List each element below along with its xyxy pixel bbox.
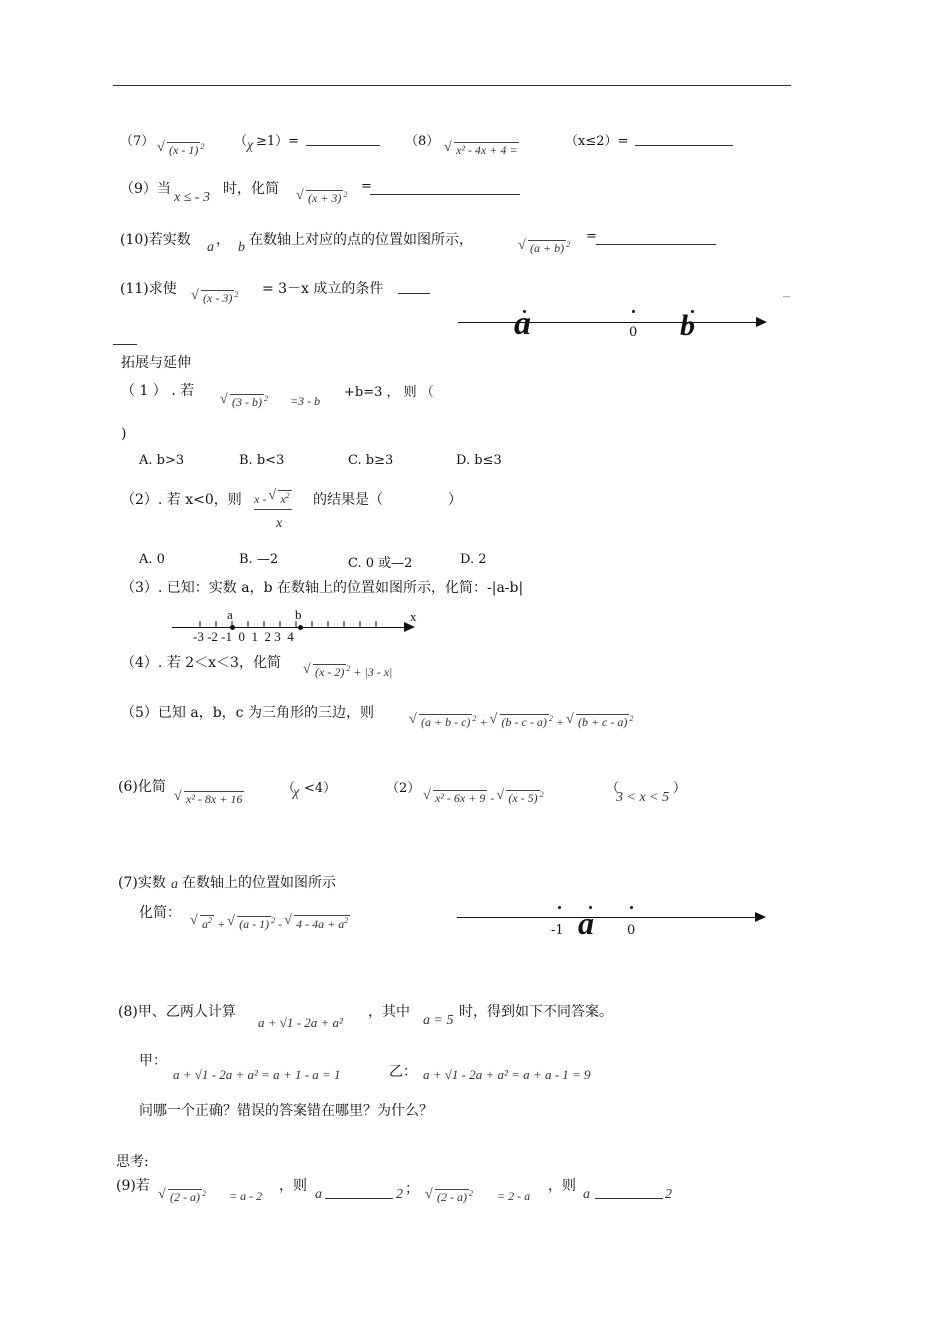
point-zero <box>632 310 635 313</box>
q9-cond: x ≤ - 3 <box>174 190 211 205</box>
e3-text: （3）. 已知：实数 a，b 在数轴上的位置如图所示，化简：-|a-b| <box>121 580 524 596</box>
think-blank-1[interactable] <box>325 1186 393 1199</box>
e8-yi-answer: a + √1 - 2a + a² = a + a - 1 = 9 <box>423 1067 591 1082</box>
number-line-1-arrow <box>756 317 767 327</box>
e3-tick-labels: -3 -2 -1 0 1 2 3 4 <box>193 629 294 644</box>
think-var2: a <box>583 1187 590 1202</box>
e6-cond-var: χ <box>293 785 300 800</box>
q11-expr: √ (x - 3) $^2$ <box>192 290 238 306</box>
q10-answer-blank[interactable] <box>596 232 716 245</box>
q7-expr: √ (x - 1) $^2$ <box>158 142 204 158</box>
e6-label: (6)化简 <box>118 779 166 795</box>
e2-option-d[interactable]: D. 2 <box>460 552 487 567</box>
e6-label2: （2） <box>386 781 421 796</box>
think-blank-2[interactable] <box>595 1186 663 1199</box>
think-label: (9)若 <box>116 1178 150 1194</box>
e6-cond: <4） <box>304 781 337 796</box>
e7-point-zero <box>630 906 633 909</box>
number-line-3 <box>457 917 755 918</box>
section-title: 拓展与延伸 <box>121 355 191 371</box>
e8-jia-answer: a + √1 - 2a + a² = a + 1 - a = 1 <box>173 1067 341 1082</box>
think-two2: 2 <box>665 1187 672 1202</box>
think-semi: ； <box>405 1181 419 1197</box>
e3-label-a: a <box>227 607 233 622</box>
q11-answer-blank[interactable] <box>398 281 430 294</box>
q7-answer-blank[interactable] <box>306 133 380 146</box>
axis1-label-zero: 0 <box>629 325 638 340</box>
q11-text: = 3－x 成立的条件 <box>262 281 384 297</box>
e5-label: （5）已知 a，b，c 为三角形的三边，则 <box>121 705 374 721</box>
e7-var: a <box>171 877 178 892</box>
think-expr2: √ (2 - a) $^2$ <box>426 1189 473 1205</box>
q7-cond-open: （ <box>234 134 248 149</box>
e1-option-d[interactable]: D. b≤3 <box>456 453 502 468</box>
axis1-label-a: a <box>514 305 531 342</box>
think-rhs2: = 2 - a <box>497 1189 531 1203</box>
e1-tail: +b=3 ， 则 （ <box>344 385 434 400</box>
e3-point-b <box>298 625 303 630</box>
e1-expr: √ (3 - b) $^2$ <box>221 394 268 410</box>
axis1-label-b: b <box>680 309 695 342</box>
e2-option-c[interactable]: C. 0 或—2 <box>348 556 413 571</box>
q9-mid: 时，化简 <box>223 181 279 197</box>
e5-expr: √ (a + b - c) $^2$ + √ (b - c - a) $^2$ + √ (b + c - a) $^2$ <box>410 714 633 730</box>
e8-jia-label: 甲： <box>139 1053 167 1069</box>
e7-label-neg1: -1 <box>551 923 564 938</box>
q7-label: （7） <box>120 134 155 149</box>
e8-mid: ，其中 <box>368 1004 410 1020</box>
q10-eq: = <box>586 229 597 244</box>
e2-denominator: x <box>276 516 283 531</box>
e7-text: 在数轴上的位置如图所示 <box>182 875 336 891</box>
e8-tail: 时，得到如下不同答案。 <box>459 1004 613 1020</box>
e6-cond2-open: （ <box>606 781 620 796</box>
e2-text: 的结果是（ <box>313 492 383 508</box>
q10-expr: √ (a + b) $^2$ <box>519 240 570 256</box>
e7-label-zero: 0 <box>627 923 636 938</box>
q9-eq: = <box>361 179 372 194</box>
e3-label-b: b <box>295 607 302 622</box>
e8-label: (8)甲、乙两人计算 <box>118 1004 236 1020</box>
q8-cond: （x≤2）= <box>565 134 629 149</box>
think-then2: ，则 <box>548 1178 576 1194</box>
e2-label: （2）. 若 x<0，则 <box>121 492 242 508</box>
q9-expr: √ (x + 3) $^2$ <box>297 190 347 206</box>
e7-label: (7)实数 <box>118 875 166 891</box>
e7-label-a: a <box>578 905 594 941</box>
think-var1: a <box>315 1187 322 1202</box>
think-expr1: √ (2 - a) $^2$ <box>159 1189 206 1205</box>
e8-expr: a + √1 - 2a + a² <box>258 1015 343 1030</box>
number-line-1 <box>458 322 756 323</box>
think-then1: ，则 <box>279 1178 307 1194</box>
q11-answer-blank-cont[interactable] <box>113 332 137 345</box>
e1-label: （ 1 ） . 若 <box>121 383 195 399</box>
q11-dash: _ <box>783 282 790 298</box>
e8-yi-label: 乙： <box>389 1064 417 1080</box>
q8-expr: √ x² - 4x + 4 = <box>445 142 519 158</box>
q8-answer-blank[interactable] <box>635 133 733 146</box>
think-title: 思考: <box>116 1154 149 1170</box>
q10-var-b: b <box>238 240 245 255</box>
e7-expr: √ $a^2$ + √ (a - 1) $^2$ - √ $4 - 4a + a^2$ <box>191 915 350 932</box>
e8-cond: a = 5 <box>423 1013 454 1028</box>
number-line-3-arrow <box>755 912 766 922</box>
e3-label-x: x <box>410 609 417 624</box>
e6-cond2: 3 < x < 5 <box>616 790 670 805</box>
e1-option-c[interactable]: C. b≥3 <box>348 453 394 468</box>
e1-close: ) <box>121 426 127 442</box>
e4-label: （4）. 若 2＜x＜3，化简 <box>121 655 281 671</box>
e6-expr2: √ x² - 6x + 9 - √ (x - 5) $^2$ <box>424 790 544 806</box>
q10-text: 在数轴上对应的点的位置如图所示， <box>249 232 473 248</box>
e2-numerator: x - √ $x^2$ <box>254 490 292 510</box>
e7-simp: 化简： <box>139 905 181 921</box>
e1-rhs: =3 - b <box>290 394 321 408</box>
q9-answer-blank[interactable] <box>370 182 520 195</box>
number-line-2-ticks <box>172 621 404 629</box>
e6-cond-open: （ <box>282 781 296 796</box>
q10-comma: ， <box>216 232 230 248</box>
e1-option-b[interactable]: B. b<3 <box>239 453 285 468</box>
q7-cond-var: χ <box>247 138 254 153</box>
header-rule <box>113 85 791 86</box>
q9-label: （9）当 <box>120 181 171 197</box>
e1-option-a[interactable]: A. b>3 <box>139 453 185 468</box>
q8-label: （8） <box>405 134 440 149</box>
e7-point-neg1 <box>558 906 561 909</box>
q11-label: (11)求使 <box>120 281 177 297</box>
think-rhs1: = a - 2 <box>229 1189 263 1203</box>
e8-question: 问哪一个正确？错误的答案错在哪里？为什么？ <box>139 1103 433 1119</box>
e4-expr: √ (x - 2) $^2$ + |3 - x| <box>304 664 392 680</box>
q10-label: (10)若实数 <box>120 232 191 248</box>
q10-var-a: a <box>207 240 214 255</box>
e2-option-a[interactable]: A. 0 <box>139 552 165 567</box>
e2-close: ） <box>448 492 462 508</box>
q7-cond-rest: ≥1）= <box>256 134 300 149</box>
e6-expr: √ x² - 8x + 16 <box>175 791 244 807</box>
think-two1: 2 <box>396 1187 403 1202</box>
e2-option-b[interactable]: B. —2 <box>239 552 279 567</box>
e6-cond2-close: ） <box>673 781 687 796</box>
